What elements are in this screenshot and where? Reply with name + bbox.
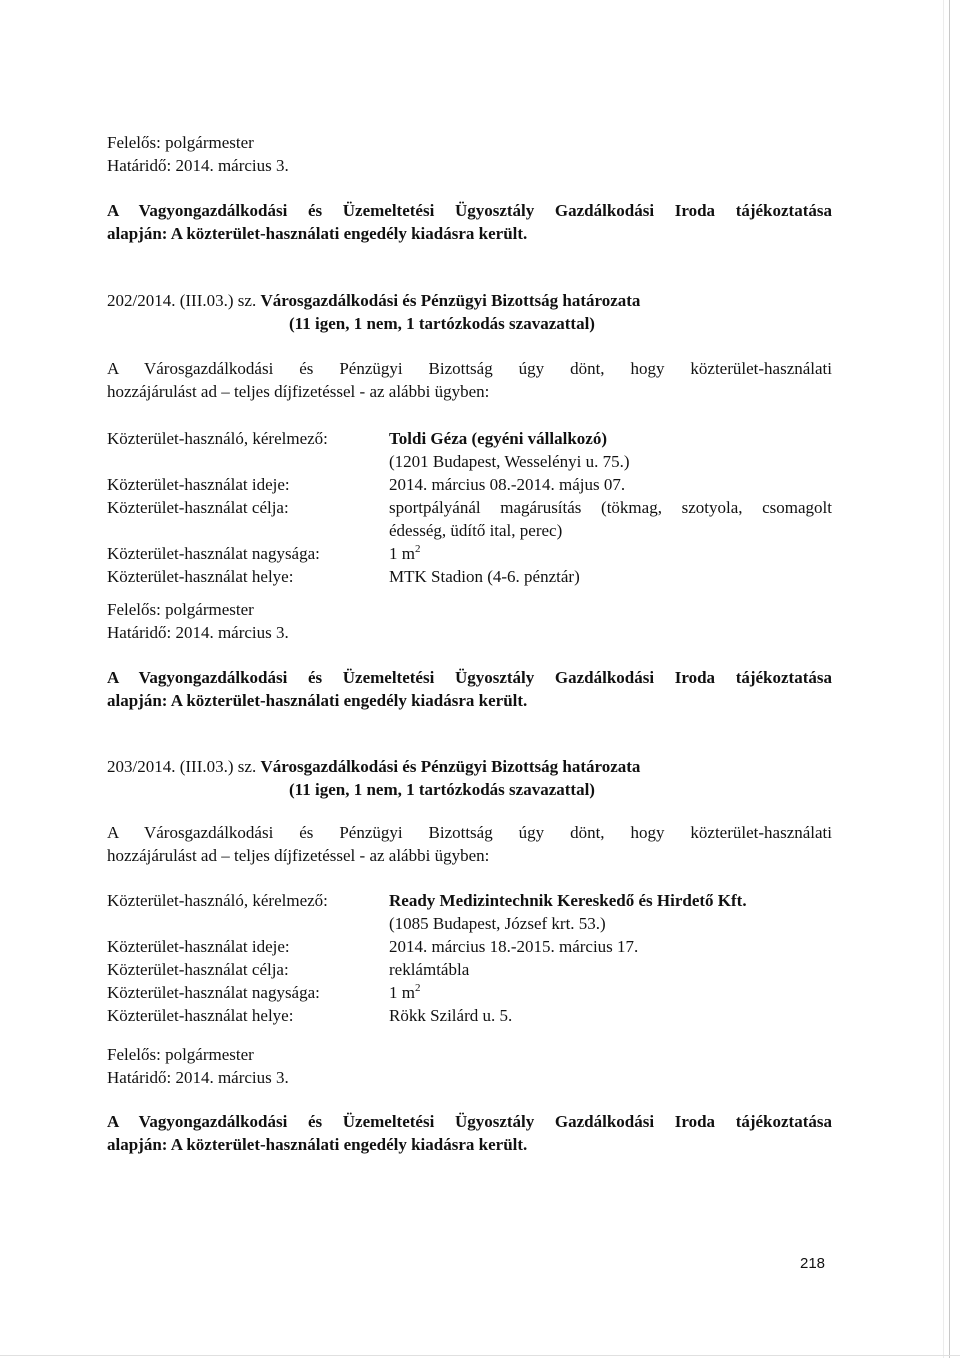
purpose-value: reklámtábla (389, 960, 470, 979)
detail-row-purpose (107, 496, 832, 519)
applicant-label: Közterület-használó, kérelmező: (107, 891, 328, 910)
permit-details (107, 889, 832, 1027)
location-value: Rökk Szilárd u. 5. (389, 1006, 513, 1025)
responsible-block (107, 1043, 832, 1089)
applicant-name: Toldi Géza (egyéni vállalkozó) (389, 429, 608, 448)
info-line: A Vagyongazdálkodási és Üzemeltetési Ügyosztály Gazdálkodási Iroda tájékoztatása (107, 201, 832, 220)
purpose-value: sportpályánál magárusítás (tökmag, szotyola, csomagolt (389, 498, 832, 517)
period-value: 2014. március 18.-2015. március 17. (389, 937, 639, 956)
location-label: Közterület-használat helye: (107, 567, 294, 586)
size-exponent: 2 (414, 982, 421, 994)
decision-text (107, 821, 832, 867)
size-label: Közterület-használat nagysága: (107, 544, 320, 563)
info-block (107, 1110, 832, 1156)
decision-line: hozzájárulást ad – teljes díjfizetéssel - az alábbi ügyben: (107, 846, 490, 865)
resolution-title: Városgazdálkodási és Pénzügyi Bizottság határozata (260, 291, 641, 310)
info-line: alapján: A közterület-használati engedély kiadásra került. (107, 691, 528, 710)
purpose-label: Közterület-használat célja: (107, 498, 289, 517)
permit-details (107, 427, 832, 588)
info-line: alapján: A közterület-használati engedély kiadásra került. (107, 1135, 528, 1154)
detail-row-period (107, 473, 832, 496)
detail-row-period (107, 935, 832, 958)
detail-row-purpose (107, 958, 832, 981)
info-block (107, 666, 832, 712)
applicant-address: (1201 Budapest, Wesselényi u. 75.) (389, 452, 630, 471)
deadline-line: Határidő: 2014. március 3. (107, 623, 289, 642)
scan-edge-line (949, 0, 950, 1358)
info-line: alapján: A közterület-használati engedély kiadásra került. (107, 224, 528, 243)
scan-bottom-line (0, 1355, 960, 1356)
period-label: Közterület-használat ideje: (107, 937, 290, 956)
purpose-value-cont: édesség, üdítő ital, perec) (389, 521, 563, 540)
resolution-heading (107, 755, 832, 801)
size-value: 1 m (389, 544, 415, 563)
responsible-line: Felelős: polgármester (107, 133, 254, 152)
info-line: A Vagyongazdálkodási és Üzemeltetési Ügyosztály Gazdálkodási Iroda tájékoztatása (107, 668, 832, 687)
detail-row-size (107, 542, 832, 565)
scan-edge-line-secondary (943, 0, 944, 1358)
deadline-line: Határidő: 2014. március 3. (107, 1068, 289, 1087)
responsible-line: Felelős: polgármester (107, 1045, 254, 1064)
detail-row-location (107, 1004, 832, 1027)
decision-line: A Városgazdálkodási és Pénzügyi Bizottság úgy dönt, hogy közterület-használati (107, 359, 832, 378)
applicant-address: (1085 Budapest, József krt. 53.) (389, 914, 606, 933)
resolution-number: 203/2014. (III.03.) sz. (107, 757, 257, 776)
applicant-label: Közterület-használó, kérelmező: (107, 429, 328, 448)
top-responsible-block (107, 131, 832, 177)
size-label: Közterület-használat nagysága: (107, 983, 320, 1002)
detail-row-applicant (107, 889, 832, 912)
responsible-line: Felelős: polgármester (107, 600, 254, 619)
detail-row-location (107, 565, 832, 588)
applicant-name: Ready Medizintechnik Kereskedő és Hirdető Kft. (389, 891, 747, 910)
page-number: 218 (800, 1255, 826, 1272)
size-value: 1 m (389, 983, 415, 1002)
size-exponent: 2 (414, 543, 421, 555)
purpose-label: Közterület-használat célja: (107, 960, 289, 979)
resolution-votes: (11 igen, 1 nem, 1 tartózkodás szavazattal) (289, 314, 595, 333)
location-value: MTK Stadion (4-6. pénztár) (389, 567, 580, 586)
info-line: A Vagyongazdálkodási és Üzemeltetési Ügyosztály Gazdálkodási Iroda tájékoztatása (107, 1112, 832, 1131)
resolution-number: 202/2014. (III.03.) sz. (107, 291, 257, 310)
resolution-votes: (11 igen, 1 nem, 1 tartózkodás szavazattal) (289, 780, 595, 799)
responsible-block (107, 598, 832, 644)
top-info-block (107, 199, 832, 245)
decision-text (107, 357, 832, 403)
detail-row-applicant (107, 427, 832, 450)
decision-line: hozzájárulást ad – teljes díjfizetéssel - az alábbi ügyben: (107, 382, 490, 401)
deadline-line: Határidő: 2014. március 3. (107, 156, 289, 175)
location-label: Közterület-használat helye: (107, 1006, 294, 1025)
period-label: Közterület-használat ideje: (107, 475, 290, 494)
decision-line: A Városgazdálkodási és Pénzügyi Bizottság úgy dönt, hogy közterület-használati (107, 823, 832, 842)
period-value: 2014. március 08.-2014. május 07. (389, 475, 626, 494)
detail-row-size (107, 981, 832, 1004)
resolution-title: Városgazdálkodási és Pénzügyi Bizottság határozata (260, 757, 641, 776)
resolution-heading (107, 289, 832, 335)
